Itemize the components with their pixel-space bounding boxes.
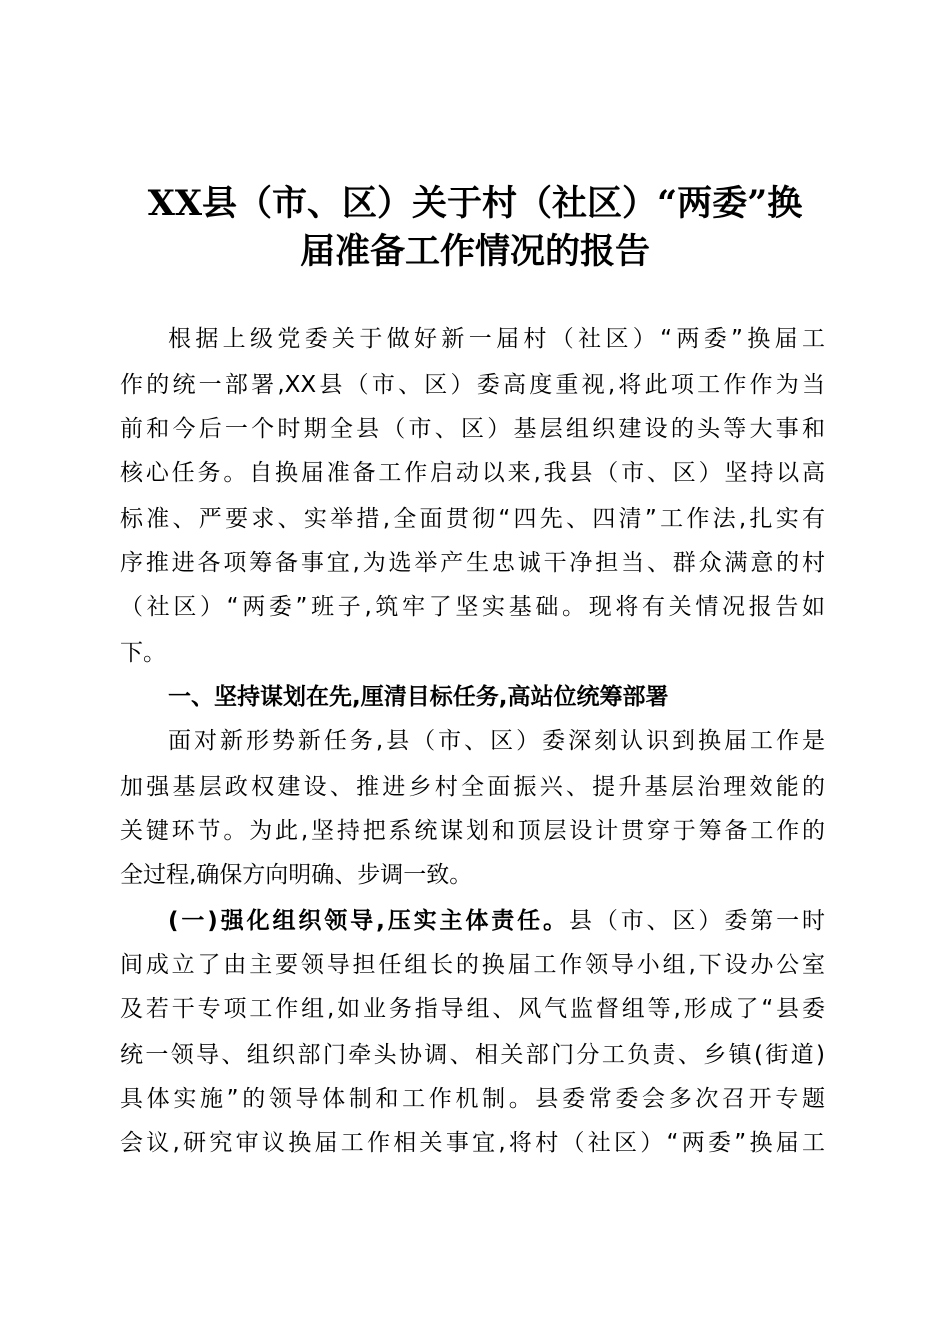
title-line: XX县（市、区）关于村（社区）“两委”换 — [147, 183, 803, 224]
subsection-lead-rest: 县（市、区）委第一时 — [568, 908, 825, 934]
paragraph-line: 作的统一部署,XX县（市、区）委高度重视,将此项工作作为当 — [120, 372, 825, 398]
paragraph-line: 序推进各项筹备事宜,为选举产生忠诚干净担当、群众满意的村 — [120, 550, 825, 576]
paragraph-line: 具体实施”的领导体制和工作机制。县委常委会多次召开专题 — [120, 1086, 825, 1112]
paragraph-line: 全过程,确保方向明确、步调一致。 — [120, 862, 473, 888]
paragraph-line: 关键环节。为此,坚持把系统谋划和顶层设计贯穿于筹备工作的 — [120, 818, 825, 844]
paragraph-line: 标准、严要求、实举措,全面贯彻“四先、四清”工作法,扎实有 — [120, 506, 825, 532]
page-title — [115, 180, 835, 276]
paragraph-line: 下。 — [120, 640, 166, 666]
paragraph-line: （社区）“两委”班子,筑牢了坚实基础。现将有关情况报告如 — [120, 594, 825, 620]
subsection-lead: (一)强化组织领导,压实主体责任。 — [168, 908, 569, 934]
section-heading: 一、坚持谋划在先,厘清目标任务,高站位统筹部署 — [168, 684, 669, 710]
paragraph-line: 核心任务。自换届准备工作启动以来,我县（市、区）坚持以高 — [120, 460, 825, 486]
paragraph-line: 及若干专项工作组,如业务指导组、风气监督组等,形成了“县委 — [120, 996, 825, 1022]
paragraph-line: 统一领导、组织部门牵头协调、相关部门分工负责、乡镇(街道) — [120, 1042, 825, 1068]
paragraph-line: 加强基层政权建设、推进乡村全面振兴、提升基层治理效能的 — [120, 774, 825, 800]
paragraph-first-line — [168, 898, 825, 944]
paragraph-line: 间成立了由主要领导担任组长的换届工作领导小组,下设办公室 — [120, 952, 825, 978]
paragraph-line: 根据上级党委关于做好新一届村（社区）“两委”换届工 — [168, 326, 825, 352]
paragraph-line: 会议,研究审议换届工作相关事宜,将村（社区）“两委”换届工 — [120, 1130, 825, 1156]
title-line: 届准备工作情况的报告 — [299, 231, 650, 272]
paragraph-line: 面对新形势新任务,县（市、区）委深刻认识到换届工作是 — [168, 728, 825, 754]
paragraph-line: 前和今后一个时期全县（市、区）基层组织建设的头等大事和 — [120, 416, 825, 442]
